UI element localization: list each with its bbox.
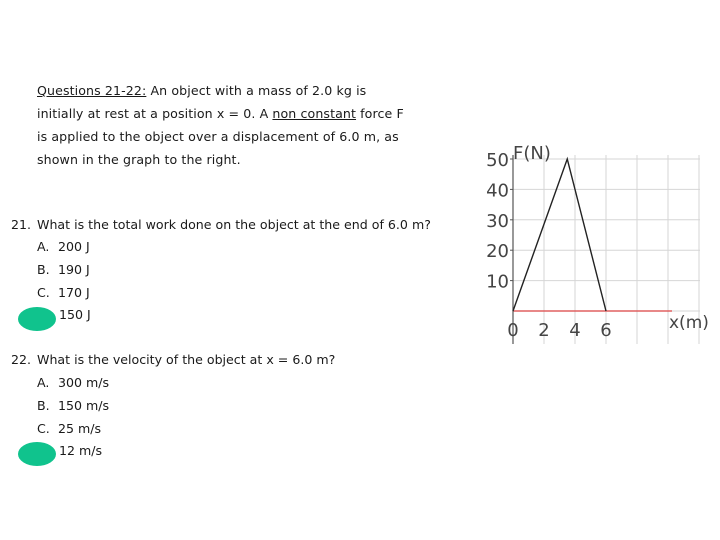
question-number: 21. [11,217,32,232]
y-tick-label: 50 [486,150,509,171]
x-axis-label: x(m) [669,313,709,333]
y-axis-label: F(N) [513,143,551,164]
emphasis-non-constant: non constant [272,106,357,121]
y-tick-label: 10 [486,271,509,293]
option-b[interactable]: B. 150 m/s [37,398,110,413]
question-stem: What is the velocity of the object at x = 6.0 m? [37,352,336,367]
y-tick-label: 30 [486,210,509,232]
option-b[interactable]: B. 190 J [37,262,90,277]
y-tick-label: 40 [486,180,509,202]
problem-intro: Questions 21-22: An object with a mass of 2.0 kg is initially at rest at a position x = 0. A non constant force F is applied to the object over a displacement of 6.0 m, as shown in the graph to the right. [37,83,404,167]
option-d-selected[interactable]: 12 m/s [59,443,103,458]
x-tick-label: 4 [569,320,581,341]
x-tick-labels [507,320,611,341]
force-series-line [513,159,606,311]
x-tick-label: 6 [600,320,612,341]
option-c[interactable]: C. 170 J [37,285,90,300]
questions-range-label: Questions 21-22: [37,83,147,98]
x-tick-label: 0 [507,320,519,341]
option-a[interactable]: A. 200 J [37,239,90,254]
option-a[interactable]: A. 300 m/s [37,375,110,390]
question-number: 22. [11,352,32,367]
x-tick-label: 2 [538,320,550,341]
y-tick-label: 20 [486,241,509,263]
option-c[interactable]: C. 25 m/s [37,421,102,436]
option-d-selected[interactable]: 150 J [59,307,91,322]
question-stem: What is the total work done on the object at the end of 6.0 m? [37,217,431,232]
y-tick-labels [486,150,513,293]
